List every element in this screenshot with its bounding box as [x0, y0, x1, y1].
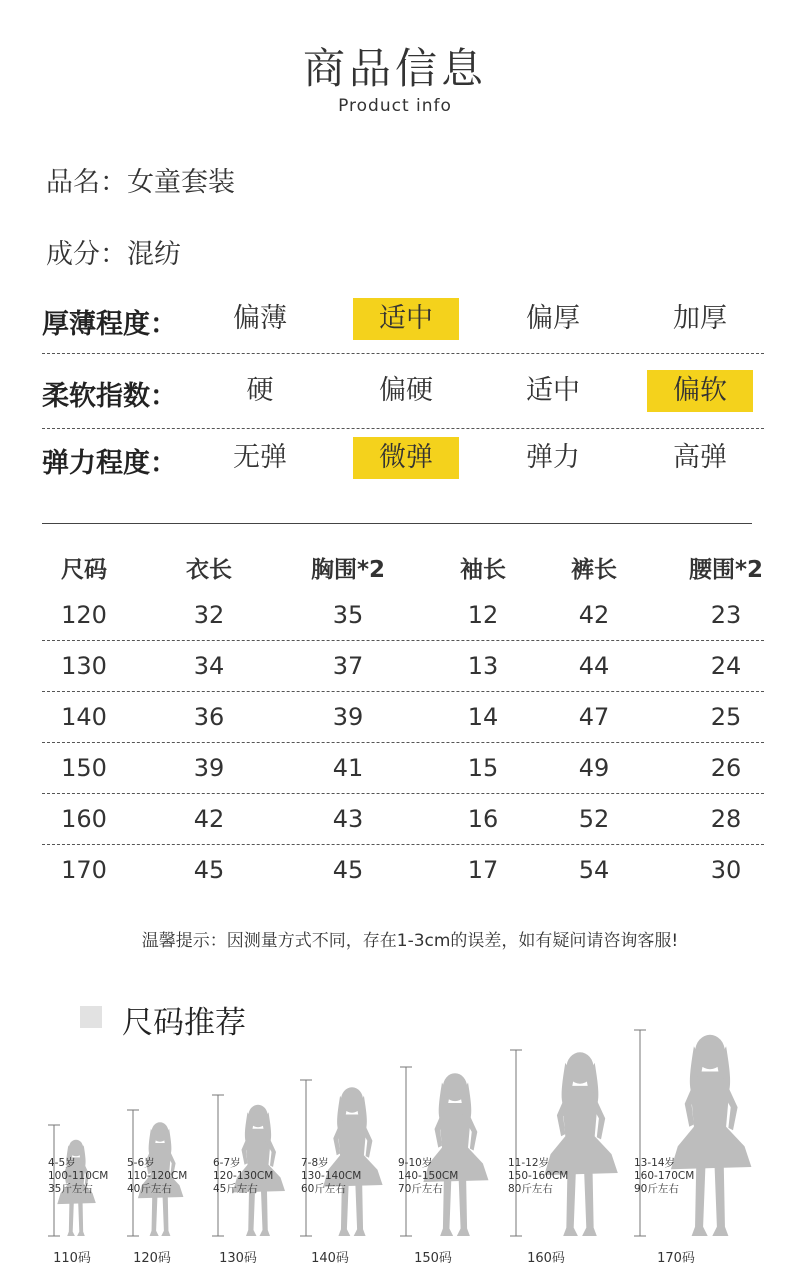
product-name: 品名：女童套装: [46, 167, 235, 198]
dashed-divider: [42, 428, 764, 429]
table-cell: 16: [467, 805, 499, 833]
attribute-option-selected: 适中: [353, 298, 459, 340]
figure-size-label: 120码: [133, 1251, 171, 1266]
figure-size-label: 160码: [527, 1251, 565, 1266]
table-cell: 26: [710, 754, 742, 782]
table-cell: 42: [578, 601, 610, 629]
table-cell: 150: [61, 754, 107, 782]
figure-size-label: 140码: [311, 1251, 349, 1266]
section-divider: [42, 523, 752, 524]
figure-age: 13-14岁: [634, 1157, 676, 1169]
attribute-option: 适中: [526, 375, 580, 406]
table-header-cell: 袖长: [460, 557, 506, 583]
size-figures: [0, 1020, 790, 1285]
table-cell: 39: [193, 754, 225, 782]
measurement-tip: 温馨提示：因测量方式不同，存在1-3cm的误差，如有疑问请咨询客服!: [141, 931, 679, 951]
figure-age: 7-8岁: [301, 1157, 329, 1169]
figure-weight: 90斤左右: [634, 1183, 679, 1195]
figure-weight: 60斤左右: [301, 1183, 346, 1195]
figure-height: 150-160CM: [508, 1170, 569, 1182]
attribute-label: 柔软指数：: [42, 381, 177, 412]
table-header-cell: 尺码: [61, 557, 107, 583]
figure-info: [301, 1157, 361, 1196]
row-divider: [42, 793, 764, 794]
table-cell: 25: [710, 703, 742, 731]
table-cell: 120: [61, 601, 107, 629]
table-cell: 44: [578, 652, 610, 680]
table-cell: 30: [710, 856, 742, 884]
row-divider: [42, 844, 764, 845]
attribute-option: 加厚: [673, 303, 727, 334]
figure-age: 4-5岁: [48, 1157, 76, 1169]
figure-height: 110-120CM: [127, 1170, 188, 1182]
dashed-divider: [42, 353, 764, 354]
attribute-option-selected: 偏软: [647, 370, 753, 412]
product-material: 成分：混纺: [46, 239, 181, 270]
table-header-cell: 裤长: [571, 557, 617, 583]
table-cell: 14: [467, 703, 499, 731]
table-cell: 15: [467, 754, 499, 782]
table-header-cell: 胸围*2: [310, 557, 386, 583]
table-cell: 24: [710, 652, 742, 680]
figure-weight: 80斤左右: [508, 1183, 553, 1195]
table-cell: 35: [332, 601, 364, 629]
figure-height: 100-110CM: [48, 1170, 109, 1182]
attribute-option: 偏薄: [233, 303, 287, 334]
figure-age: 5-6岁: [127, 1157, 155, 1169]
table-cell: 54: [578, 856, 610, 884]
girl-silhouette-icon: [423, 1073, 488, 1236]
figure-weight: 45斤左右: [213, 1183, 258, 1195]
table-header-cell: 腰围*2: [688, 557, 764, 583]
attribute-label: 厚薄程度：: [42, 309, 177, 340]
figure-size-label: 150码: [414, 1251, 452, 1266]
figure-info: [398, 1157, 458, 1196]
table-cell: 13: [467, 652, 499, 680]
table-cell: 42: [193, 805, 225, 833]
table-cell: 12: [467, 601, 499, 629]
figure-size-label: 130码: [219, 1251, 257, 1266]
figure-weight: 40斤左右: [127, 1183, 172, 1195]
table-cell: 49: [578, 754, 610, 782]
page-subtitle: Product info: [338, 96, 452, 116]
attribute-option: 弹力: [526, 442, 580, 473]
table-cell: 36: [193, 703, 225, 731]
figure-size-label: 170码: [657, 1251, 695, 1266]
page-title: 商品信息: [302, 44, 487, 93]
figure-age: 6-7岁: [213, 1157, 241, 1169]
attribute-option-selected: 微弹: [353, 437, 459, 479]
table-cell: 47: [578, 703, 610, 731]
table-cell: 170: [61, 856, 107, 884]
attribute-option: 偏厚: [526, 303, 580, 334]
figure-height: 130-140CM: [301, 1170, 362, 1182]
figure-weight: 35斤左右: [48, 1183, 93, 1195]
attribute-option: 高弹: [673, 442, 727, 473]
table-cell: 45: [332, 856, 364, 884]
row-divider: [42, 742, 764, 743]
table-cell: 160: [61, 805, 107, 833]
table-cell: 17: [467, 856, 499, 884]
attribute-label: 弹力程度：: [42, 448, 177, 479]
figure-info: [213, 1157, 273, 1196]
figure-height: 160-170CM: [634, 1170, 695, 1182]
row-divider: [42, 691, 764, 692]
table-cell: 52: [578, 805, 610, 833]
row-divider: [42, 640, 764, 641]
table-cell: 34: [193, 652, 225, 680]
table-cell: 43: [332, 805, 364, 833]
table-cell: 39: [332, 703, 364, 731]
figure-info: [508, 1157, 568, 1196]
attribute-option: 偏硬: [379, 375, 433, 406]
table-cell: 23: [710, 601, 742, 629]
table-cell: 140: [61, 703, 107, 731]
figure-age: 11-12岁: [508, 1157, 550, 1169]
girl-silhouette-icon: [544, 1052, 618, 1236]
figure-height: 120-130CM: [213, 1170, 274, 1182]
attribute-option: 硬: [246, 375, 274, 406]
table-cell: 45: [193, 856, 225, 884]
table-header-cell: 衣长: [186, 557, 232, 583]
figure-weight: 70斤左右: [398, 1183, 443, 1195]
figure-info: [127, 1157, 187, 1196]
figure-age: 9-10岁: [398, 1157, 433, 1169]
figure-size-label: 110码: [53, 1251, 91, 1266]
girl-silhouette-icon: [671, 1035, 752, 1236]
table-cell: 41: [332, 754, 364, 782]
attribute-option: 无弹: [233, 442, 287, 473]
table-cell: 130: [61, 652, 107, 680]
table-cell: 28: [710, 805, 742, 833]
size-recommend-title: 尺码推荐: [122, 1005, 246, 1041]
figure-height: 140-150CM: [398, 1170, 459, 1182]
table-cell: 37: [332, 652, 364, 680]
table-cell: 32: [193, 601, 225, 629]
figure-info: [48, 1157, 108, 1196]
figure-info: [634, 1157, 694, 1196]
